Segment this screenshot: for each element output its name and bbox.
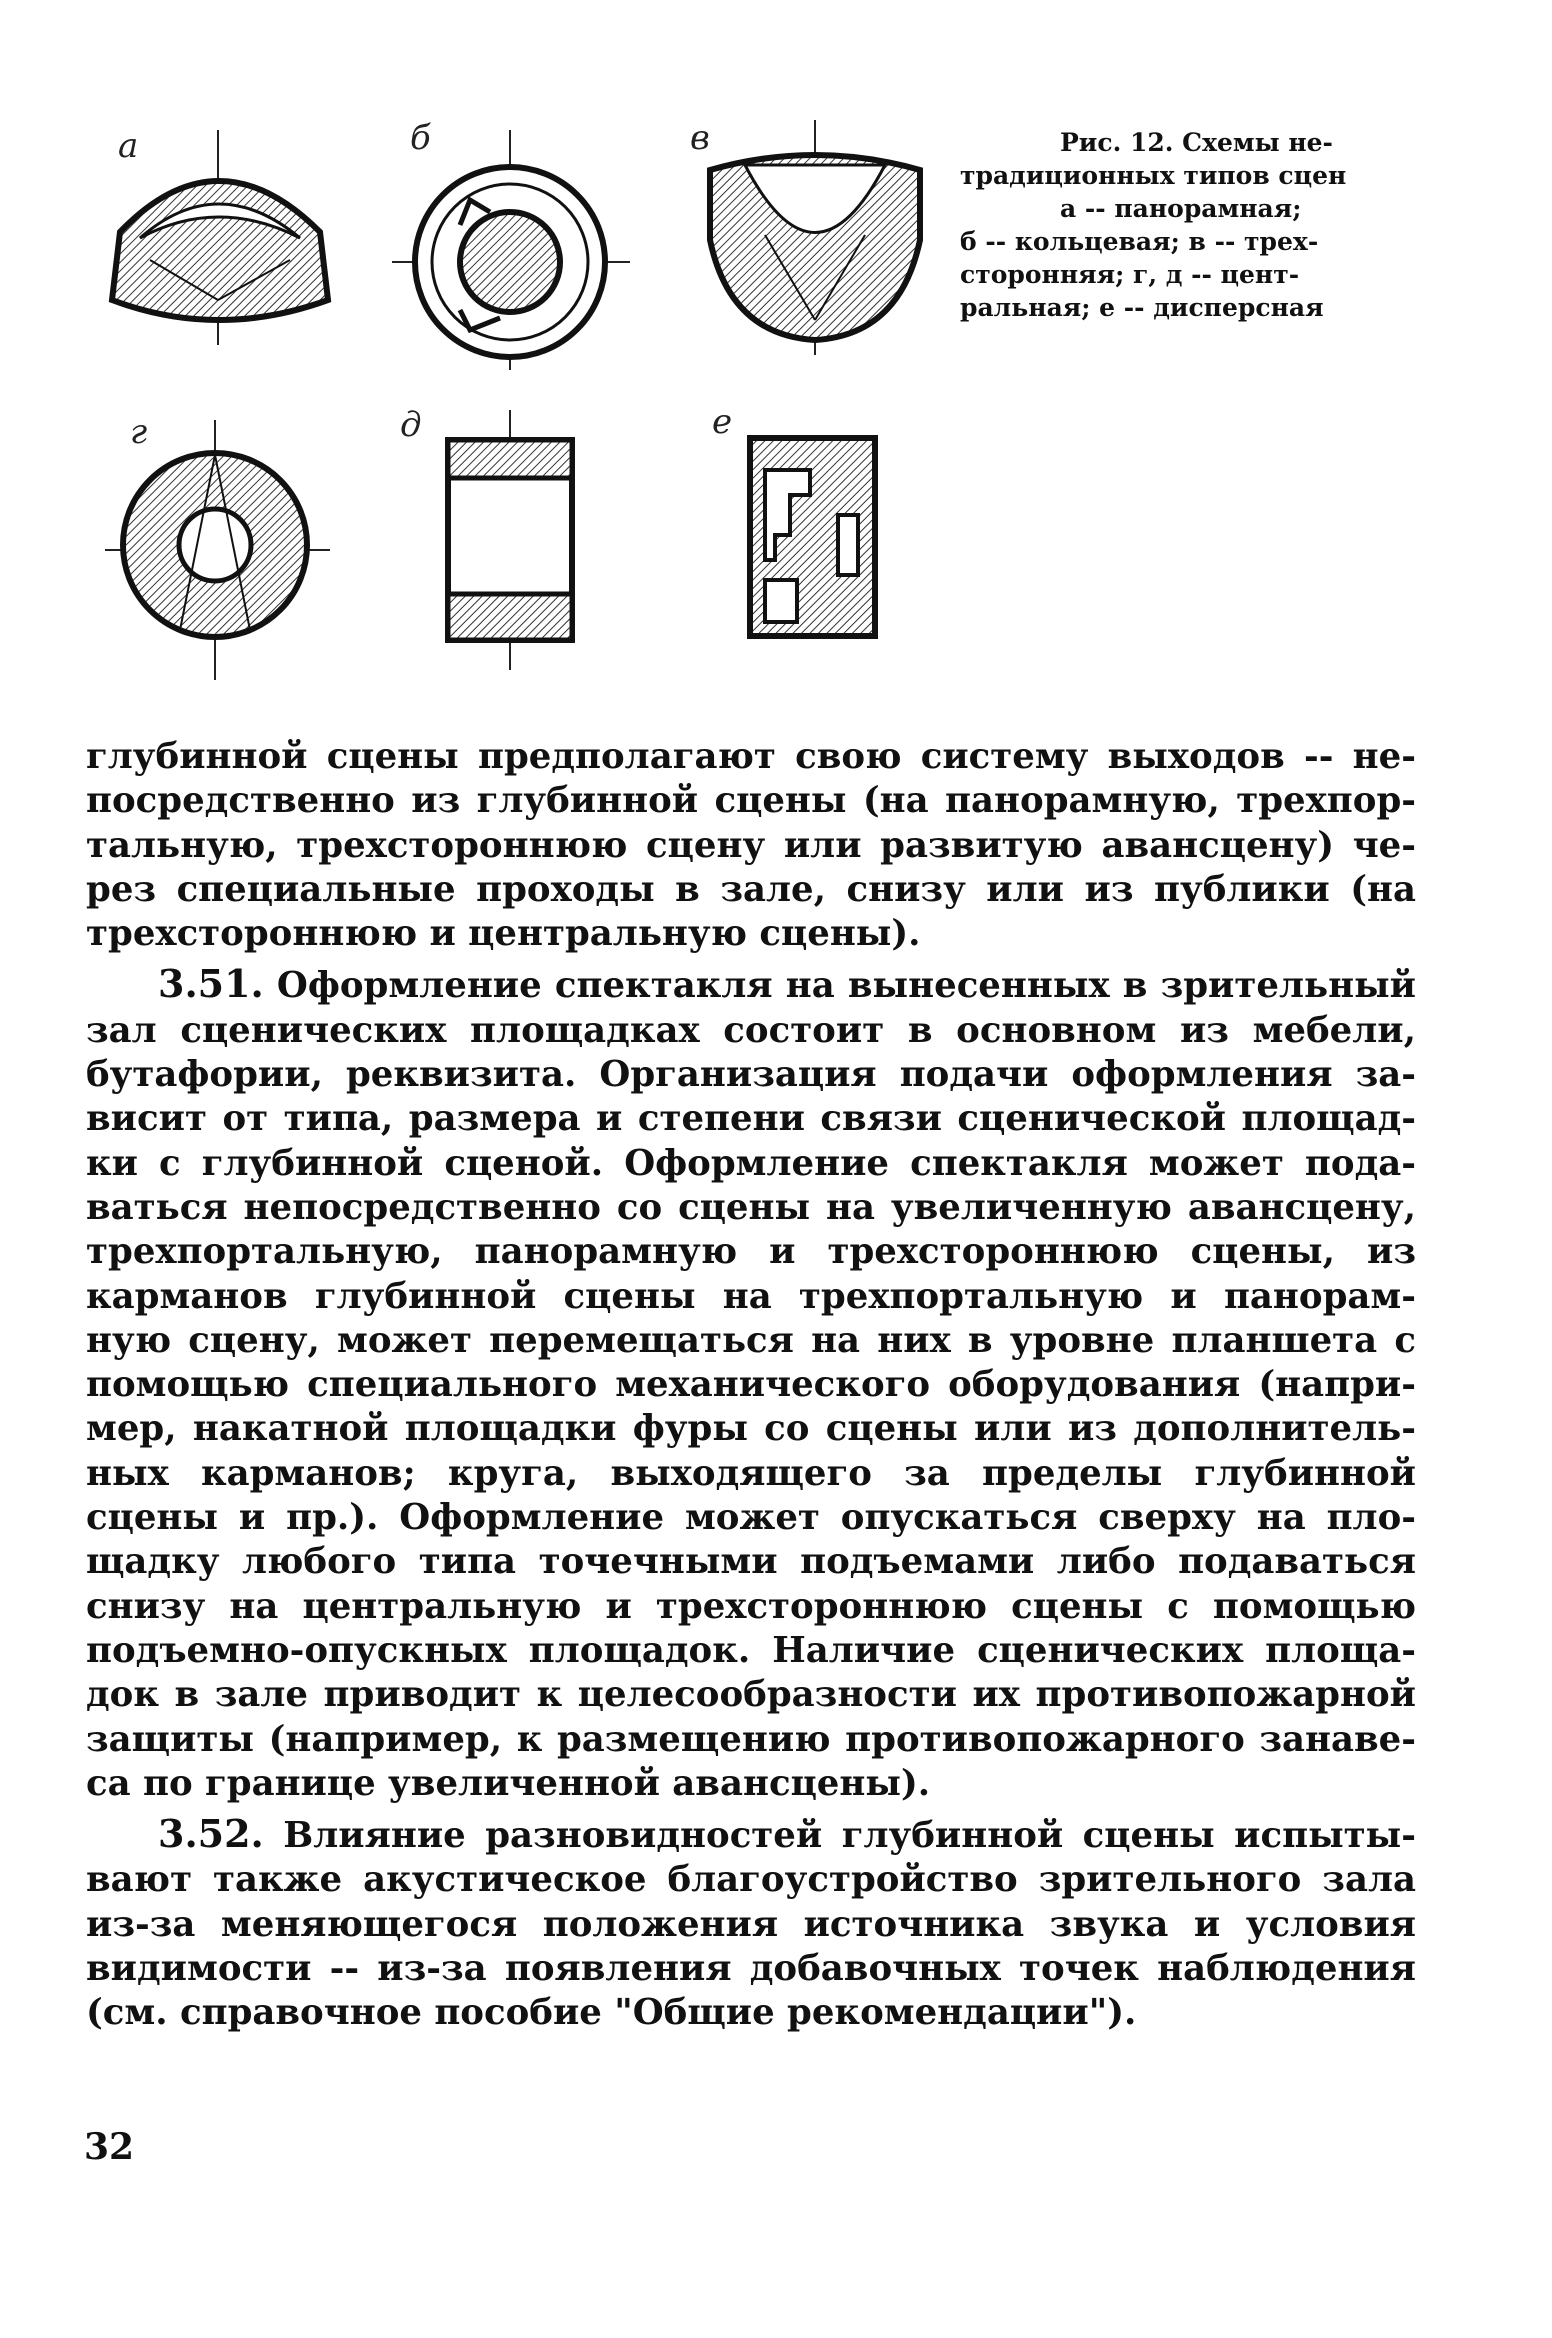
page-number: 32 [84, 2126, 135, 2168]
text-fragment: Оформление спектакля на вынесенных в зрительный [263, 965, 1416, 1007]
text-line: карманов глубинной сцены на трехпортальную и панорам- [86, 1275, 1416, 1317]
text-line: вают также акустическое благоустройство зрительного зала [86, 1859, 1416, 1901]
figure-label-e: е [712, 402, 733, 442]
text-line: ных карманов; круга, выходящего за пределы глубинной [86, 1452, 1416, 1494]
caption-line: ральная; е -- дисперсная [960, 293, 1324, 322]
text-line: сцены и пр.). Оформление может опускаться сверху на пло- [86, 1497, 1416, 1539]
figure-12-schemes [0, 0, 960, 720]
text-line: висит от типа, размера и степени связи сценической площад- [86, 1098, 1416, 1140]
text-line: зал сценических площадках состоит в основном из мебели, [86, 1009, 1416, 1051]
scheme-v-three-sided [710, 120, 920, 355]
text-line-first [86, 1812, 1416, 1858]
body-text [86, 735, 1416, 2042]
paragraph-number: 3.52. [158, 1811, 264, 1857]
text-line: трехстороннюю и центральную сцены). [86, 913, 921, 955]
scheme-b-ring [392, 130, 630, 370]
text-line: ваться непосредственно со сцены на увеличенную авансцену, [86, 1186, 1416, 1228]
paragraph-continuation [86, 735, 1416, 956]
caption-line: сторонняя; г, д -- цент- [960, 260, 1300, 289]
scheme-d-central-rect [448, 410, 572, 670]
text-line: щадку любого типа точечными подъемами либо подаваться [86, 1541, 1416, 1583]
text-line: из-за меняющегося положения источника звука и условия [86, 1903, 1416, 1945]
caption-line: традиционных типов сцен [960, 161, 1347, 190]
text-line: док в зале приводит к целесообразности их противопожарной [86, 1674, 1416, 1716]
figure-caption [960, 126, 1438, 324]
figure-label-b: б [410, 118, 431, 158]
text-fragment: Влияние разновидностей глубинной сцены испыты- [263, 1815, 1416, 1857]
text-line: рез специальные проходы в зале, снизу или из публики (на [86, 868, 1416, 910]
text-line: подъемно-опускных площадок. Наличие сценических площа- [86, 1629, 1416, 1671]
paragraph-3-52 [86, 1812, 1416, 2035]
text-line: защиты (например, к размещению противопожарного занаве- [86, 1718, 1416, 1760]
text-line: бутафории, реквизита. Организация подачи оформления за- [86, 1054, 1416, 1096]
caption-title: Рис. 12. Схемы не- [1060, 128, 1333, 157]
scheme-g-central [105, 420, 330, 680]
figure-label-a: а [118, 126, 139, 166]
text-line-first [86, 962, 1416, 1008]
text-line: трехпортальную, панорамную и трехстороннюю сцены, из [86, 1231, 1416, 1273]
figure-label-g: г [130, 412, 148, 452]
paragraph-3-51 [86, 962, 1416, 1806]
text-line: снизу на центральную и трехстороннюю сцены с помощью [86, 1585, 1416, 1627]
text-line: помощью специального механического оборудования (напри- [86, 1364, 1416, 1406]
text-line: ки с глубинной сценой. Оформление спектакля может пода- [86, 1142, 1416, 1184]
figure-label-d: д [400, 405, 422, 445]
text-line: глубинной сцены предполагают свою систему выходов -- не- [86, 736, 1416, 777]
scheme-e-dispersed [750, 438, 875, 636]
scheme-a-panoramic [112, 130, 328, 345]
text-line: са по границе увеличенной авансцены). [86, 1762, 931, 1804]
text-line: тальную, трехстороннюю сцену или развитую авансцену) че- [86, 824, 1416, 866]
text-line: мер, накатной площадки фуры со сцены или из дополнитель- [86, 1408, 1416, 1450]
text-line: ную сцену, может перемещаться на них в уровне планшета с [86, 1319, 1416, 1361]
caption-line: б -- кольцевая; в -- трех- [960, 227, 1319, 256]
text-line: (см. справочное пособие "Общие рекомендации"). [86, 1992, 1137, 2034]
text-line: посредственно из глубинной сцены (на панорамную, трехпор- [86, 780, 1416, 822]
text-line: видимости -- из-за появления добавочных точек наблюдения [86, 1948, 1416, 1990]
caption-line: а -- панорамная; [1060, 194, 1302, 223]
figure-label-v: в [690, 118, 710, 158]
paragraph-number: 3.51. [158, 961, 264, 1007]
